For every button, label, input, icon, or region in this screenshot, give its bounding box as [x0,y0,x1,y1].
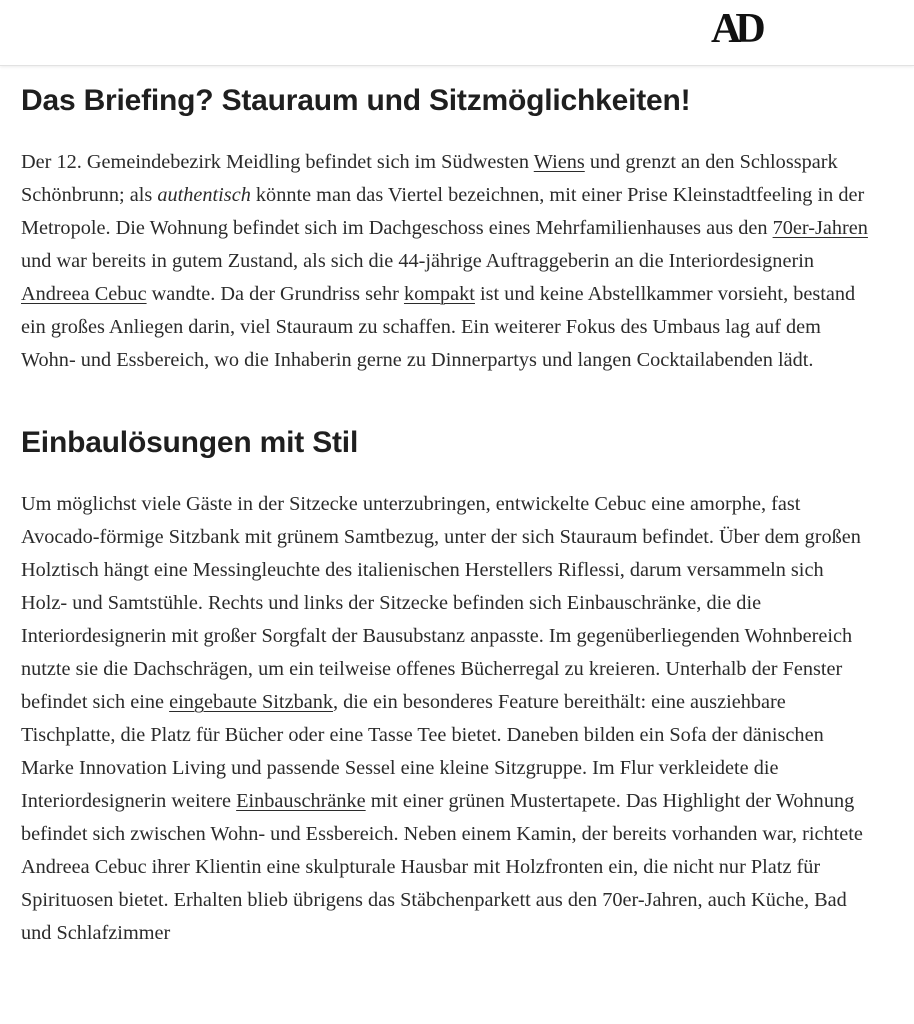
link-eingebaute-sitzbank[interactable]: eingebaute Sitzbank [169,691,333,713]
link-70er-jahren[interactable]: 70er-Jahren [772,217,868,239]
text-run: , die ein besonderes Feature bereithält: eine ausziehbare Tischplatte, die Platz für Bücher oder eine Tasse Tee bietet. Daneben bilden ein Sofa der dänischen Marke Innovation Living und passende Sessel eine kleine Sitzgruppe. Im Flur verkleidete die Interiordesignerin weitere [21,691,824,812]
text-run: Der 12. Gemeindebezirk Meidling befindet sich im Südwesten [21,151,534,173]
section-heading-einbauloesungen: Einbaulösungen mit Stil [21,426,359,459]
bottom-fade-overlay [0,954,914,1024]
link-wiens[interactable]: Wiens [533,151,585,173]
paragraph-briefing [21,146,871,377]
text-run: könnte man das Viertel bezeichnen, mit einer Prise Kleinstadtfeeling in der Metropole. Die Wohnung befindet sich im Dachgeschoss eines Mehrfamilienhauses aus den [21,184,865,239]
section-heading-briefing: Das Briefing? Stauraum und Sitzmöglichkeiten! [21,84,691,117]
article-body [21,77,871,950]
ad-logo[interactable]: AD [711,6,760,52]
link-andreea-cebuc[interactable]: Andreea Cebuc [21,283,147,305]
paragraph-einbauloesungen [21,488,871,950]
text-run: und war bereits in gutem Zustand, als sich die 44-jährige Auftraggeberin an die Interiordesignerin [21,250,814,272]
text-run: Um möglichst viele Gäste in der Sitzecke unterzubringen, entwickelte Cebuc eine amorphe, fast Avocado-förmige Sitzbank mit grünem Samtbezug, unter der sich Stauraum befindet. Über dem großen Holztisch hängt eine Messingleuchte des italienischen Herstellers Riflessi, darum versammeln sich Holz- und Samtstühle. Rechts und links der Sitzecke befinden sich Einbauschränke, die die Interiordesignerin mit großer Sorgfalt der Bausubstanz anpasste. Im gegenüberliegenden Wohnbereich nutzte sie die Dachschrägen, um ein teilweise offenes Bücherregal zu kreieren. Unterhalb der Fenster befindet sich eine [21,493,861,713]
text-run: ist und keine Abstellkammer vorsieht, bestand ein großes Anliegen darin, viel Stauraum zu schaffen. Ein weiterer Fokus des Umbaus lag auf dem Wohn- und Essbereich, wo die Inhaberin gerne zu Dinnerpartys und langen Cocktailabenden lädt. [21,283,856,371]
text-run: wandte. Da der Grundriss sehr [146,283,404,305]
emphasis-authentisch: authentisch [157,184,251,206]
text-run: und grenzt an den Schlosspark Schönbrunn; als [21,151,838,206]
link-kompakt[interactable]: kompakt [403,283,475,305]
top-bar [0,0,914,66]
link-einbauschraenke[interactable]: Einbauschränke [236,790,366,812]
text-run: mit einer grünen Mustertapete. Das Highlight der Wohnung befindet sich zwischen Wohn- und Essbereich. Neben einem Kamin, der bereits vorhanden war, richtete Andreea Cebuc ihrer Klientin eine skulpturale Hausbar mit Holzfronten ein, die nicht nur Platz für Spirituosen bietet. Erhalten blieb übrigens das Stäbchenparkett aus den 70er-Jahren, auch Küche, Bad und Schlafzimmer [21,790,863,944]
